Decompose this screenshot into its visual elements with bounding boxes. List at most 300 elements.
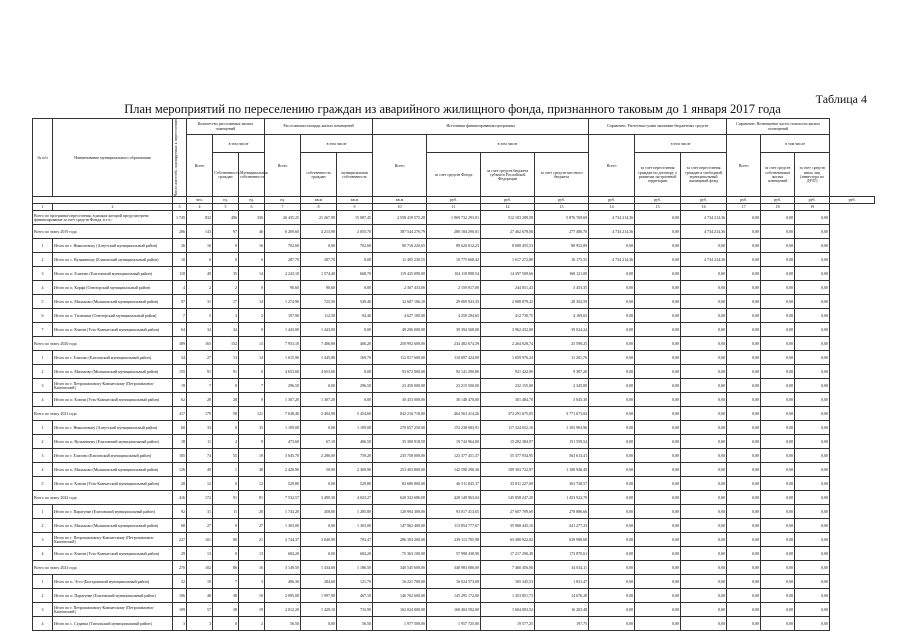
row-value: 49 <box>187 463 213 477</box>
row-value: 2 345,00 <box>535 379 589 393</box>
summary-row <box>33 491 875 505</box>
h-econ-incl: в том числе <box>635 135 727 153</box>
row-name: Итого по с. Вулканному (Елизовский муниципальный район) <box>53 253 173 267</box>
row-value: 725,50 <box>301 295 337 309</box>
row-value: 0,00 <box>589 589 635 603</box>
row-value: 280 184 290,01 <box>427 225 481 239</box>
units-cell: чел. <box>187 197 213 204</box>
row-value: 1 453 922,70 <box>535 491 589 505</box>
page-title: План мероприятий по переселению граждан из аварийного жилищного фонда, признанного таковым до 1 января 2017 года <box>124 102 781 116</box>
row-value: 3 040,90 <box>301 533 337 547</box>
row-value: 417 <box>173 407 187 421</box>
row-value: 197,90 <box>265 309 301 323</box>
row-value: 4 734 214,36 <box>589 211 635 225</box>
row-value: 549,40 <box>337 295 373 309</box>
row-value: 0,00 <box>795 435 830 449</box>
row-value: 0,00 <box>681 295 727 309</box>
h-rooms-total: Всего <box>187 135 213 197</box>
row-value: 20 <box>239 505 265 519</box>
row-value: 27 607 709,69 <box>481 505 535 519</box>
row-value: 387 544 270,79 <box>373 225 427 239</box>
row-value: 56,50 <box>265 617 301 631</box>
row-value: 278 886,66 <box>535 505 589 519</box>
row-value: 28 <box>187 393 213 407</box>
row-value: 412 730,75 <box>481 309 535 323</box>
table-row <box>33 449 875 463</box>
row-value: 0,00 <box>761 477 795 491</box>
row-value: 0,00 <box>681 421 727 435</box>
summary-row <box>33 337 875 351</box>
row-value: 0,00 <box>761 463 795 477</box>
row-number: 4 <box>33 617 53 631</box>
row-value: 9 <box>239 435 265 449</box>
row-value: 4 627 180,00 <box>373 309 427 323</box>
row-value: 0,00 <box>301 547 337 561</box>
row-value: 112,50 <box>301 309 337 323</box>
row-value: 0,00 <box>635 477 681 491</box>
row-value: 0,00 <box>727 393 761 407</box>
row-value: 0,00 <box>761 365 795 379</box>
row-value: 0,00 <box>681 603 727 617</box>
row-value: 0,00 <box>635 561 681 575</box>
row-value: 296,50 <box>337 379 373 393</box>
row-value: 32 607 106,10 <box>373 295 427 309</box>
row-name: Всего по этапу 2020 года <box>33 337 173 351</box>
row-value: 143 <box>187 225 213 239</box>
h-econ2: за счет переселения граждан в свободный муниципальный жилищный фонд <box>681 153 727 197</box>
row-value: 759,20 <box>337 449 373 463</box>
row-value: 4 734 214,36 <box>681 253 727 267</box>
column-number: 18 <box>761 204 795 211</box>
row-value: 0,00 <box>795 379 830 393</box>
row-value: 97 <box>213 225 239 239</box>
row-value: 38 <box>213 589 239 603</box>
row-value: 0,00 <box>761 267 795 281</box>
row-value: 0,00 <box>727 281 761 295</box>
row-value: 7 <box>213 575 239 589</box>
row-value: 0,00 <box>589 547 635 561</box>
row-value: 0,00 <box>681 533 727 547</box>
row-value: 160 404 592,00 <box>427 603 481 617</box>
row-value: 0,00 <box>795 561 830 575</box>
row-value: 0,00 <box>635 603 681 617</box>
row-value: 0,00 <box>635 351 681 365</box>
row-value: 0,00 <box>795 267 830 281</box>
row-value: 0,00 <box>337 253 373 267</box>
row-value: 0,00 <box>301 519 337 533</box>
row-value: 0,00 <box>681 365 727 379</box>
row-number: 7 <box>33 323 53 337</box>
row-value: 1 303,00 <box>265 519 301 533</box>
row-value: 10 175,55 <box>535 253 589 267</box>
row-value: 0,00 <box>761 603 795 617</box>
row-value: 0,00 <box>635 589 681 603</box>
row-number: 2 <box>33 253 53 267</box>
row-name: Итого по п. Елизово (Елизовский муниципальный район) <box>53 267 173 281</box>
row-value: 86 <box>213 561 239 575</box>
row-value: 35 <box>213 267 239 281</box>
column-number: 12 <box>481 204 535 211</box>
row-value: 416 <box>173 491 187 505</box>
row-value: 0,00 <box>635 239 681 253</box>
table-row <box>33 575 875 589</box>
row-value: 7 953,10 <box>265 337 301 351</box>
row-name: Итого по г. Петропавловску-Камчатскому (Петропавловск-Камчатский) <box>53 379 173 393</box>
row-value: 6 269,60 <box>265 225 301 239</box>
row-value: 88 952,89 <box>535 239 589 253</box>
row-value: 0,00 <box>589 491 635 505</box>
row-value: 1 574,40 <box>301 267 337 281</box>
row-value: 11 405 230,55 <box>373 253 427 267</box>
row-value: 55 377 934,95 <box>481 449 535 463</box>
row-value: 0,00 <box>681 519 727 533</box>
row-value: 3 045,30 <box>535 393 589 407</box>
row-number: 1 <box>33 505 53 519</box>
row-value: 0,00 <box>301 239 337 253</box>
row-value: 91 <box>213 365 239 379</box>
row-value: 0,00 <box>727 617 761 631</box>
row-number: 3 <box>33 533 53 547</box>
row-value: 11 201,76 <box>535 351 589 365</box>
row-value: 0,00 <box>761 449 795 463</box>
row-number: 1 <box>33 351 53 365</box>
row-value: 0,00 <box>727 421 761 435</box>
row-value: 34 <box>187 323 213 337</box>
row-value: 0,00 <box>681 309 727 323</box>
row-value: 0,00 <box>635 463 681 477</box>
row-value: 0,00 <box>727 505 761 519</box>
row-value: 57 998 438,90 <box>427 547 481 561</box>
row-value: 921 422,90 <box>481 365 535 379</box>
header-compensation: Справочно: Возмещение части стоимости жилых помещений <box>727 119 830 135</box>
header-rooms: Количество расселяемых жилых помещений <box>187 119 265 135</box>
row-value: 0,00 <box>761 617 795 631</box>
row-value: 153 238 683,91 <box>427 421 481 435</box>
row-value: 39 394 568,00 <box>427 323 481 337</box>
row-value: 93 017 413,65 <box>427 505 481 519</box>
row-name: Всего по этапу 2019 года <box>33 225 173 239</box>
h-comp-total: Всего <box>727 135 761 197</box>
row-value: 10 <box>187 575 213 589</box>
column-number: 10 <box>373 204 427 211</box>
row-value: 406,50 <box>337 435 373 449</box>
row-value: 529,80 <box>337 477 373 491</box>
row-value: 14 <box>239 351 265 365</box>
row-value: 0,00 <box>681 463 727 477</box>
row-value: 1 307,20 <box>301 393 337 407</box>
row-value: 4 734 214,36 <box>589 253 635 267</box>
row-name: Итого по с. Седанка (Тигильский муниципальный район) <box>53 617 173 631</box>
row-value: 0,00 <box>589 561 635 575</box>
row-value: 0,00 <box>635 407 681 421</box>
units-cell <box>173 197 187 204</box>
row-value: 0,00 <box>761 309 795 323</box>
row-value: 0,00 <box>795 365 830 379</box>
row-value: 1 307,20 <box>265 393 301 407</box>
table-row <box>33 309 875 323</box>
row-value: 0,00 <box>337 281 373 295</box>
row-value: 733,90 <box>337 603 373 617</box>
row-value: 30 148 470,00 <box>427 393 481 407</box>
row-value: 26 <box>173 239 187 253</box>
row-value: 1 434,00 <box>301 561 337 575</box>
row-value: 2 420,90 <box>265 463 301 477</box>
row-value: 67,10 <box>301 435 337 449</box>
row-value: 277 480,70 <box>535 225 589 239</box>
row-value: 0,00 <box>795 603 830 617</box>
column-number: 7 <box>265 204 301 211</box>
row-value: 92 141 290,80 <box>427 365 481 379</box>
row-value: 0,00 <box>681 267 727 281</box>
row-value: 0,00 <box>761 239 795 253</box>
row-value: 4 734 214,36 <box>681 211 727 225</box>
row-name: Всего по этапу 2021 года <box>33 407 173 421</box>
row-value: 6 <box>187 253 213 267</box>
row-value: 34 034,11 <box>535 561 589 575</box>
row-value: 62 <box>173 393 187 407</box>
row-value: 1 274,90 <box>265 295 301 309</box>
row-value: 0,00 <box>795 519 830 533</box>
row-name: Всего по этапу 2023 года <box>33 561 173 575</box>
column-number: 13 <box>535 204 589 211</box>
table-row <box>33 505 875 519</box>
row-name: Итого по п. Паратунке (Елизовский муниципальный район) <box>53 589 173 603</box>
column-number: 14 <box>589 204 635 211</box>
row-name: Итого по п. Мильково (Мильковский муниципальный район) <box>53 463 173 477</box>
row-value: 0,00 <box>727 365 761 379</box>
table-row <box>33 435 875 449</box>
row-value: 75 363 100,00 <box>373 547 427 561</box>
row-value: 529,80 <box>265 477 301 491</box>
row-value: 0,00 <box>681 393 727 407</box>
row-value: 168 121,00 <box>535 267 589 281</box>
row-value: 0,00 <box>795 533 830 547</box>
row-number: 1 <box>33 575 53 589</box>
header-name: Наименование муниципального образования <box>53 119 173 197</box>
row-value: 0,00 <box>681 239 727 253</box>
row-value: 0,00 <box>727 603 761 617</box>
row-value: 90 716 220,65 <box>373 239 427 253</box>
row-value: 0,00 <box>301 617 337 631</box>
row-value: 0,00 <box>761 491 795 505</box>
row-value: 56,50 <box>337 617 373 631</box>
row-value: 1 969 732 293,01 <box>427 211 481 225</box>
row-value: 3 <box>239 575 265 589</box>
row-value: 0,00 <box>727 435 761 449</box>
row-value: 0,00 <box>589 477 635 491</box>
row-value: 142 590 290,36 <box>427 463 481 477</box>
row-value: 16 024 573,00 <box>427 575 481 589</box>
row-value: 0,00 <box>727 547 761 561</box>
row-name: Итого по г. Паратунке (Елизовский муниципальный район) <box>53 505 173 519</box>
row-value: 27 462 678,08 <box>481 225 535 239</box>
row-value: 1 977 500,00 <box>373 617 427 631</box>
row-value: 7 <box>239 379 265 393</box>
row-value: 0,00 <box>681 323 727 337</box>
row-value: 287,70 <box>265 253 301 267</box>
row-value: 25 598,25 <box>535 337 589 351</box>
row-number: 1 <box>33 421 53 435</box>
row-value: 0,00 <box>681 491 727 505</box>
row-value: 17 <box>213 295 239 309</box>
row-value: 19 <box>239 449 265 463</box>
row-value: 63 380 922,02 <box>481 533 535 547</box>
row-name: Итого по п. Мильково (Мильковский муниципальный район) <box>53 365 173 379</box>
row-value: 10 775 668,42 <box>427 253 481 267</box>
row-value: 30 453 000,00 <box>373 393 427 407</box>
h-econ1: за счет переселения граждан по договору о развитии застроенной территории <box>635 153 681 197</box>
row-value: 0,00 <box>795 449 830 463</box>
summary-row <box>33 225 875 239</box>
row-value: 23 450 000,00 <box>373 379 427 393</box>
row-value: 34 <box>213 323 239 337</box>
row-name: Всего по программе переселения, в рамках которой предусмотрено финансирование за счет средств Фонда, в т.ч.: <box>33 211 173 225</box>
row-value: 162 024 000,00 <box>373 603 427 617</box>
row-value: 0,00 <box>727 267 761 281</box>
row-value: 0,00 <box>727 239 761 253</box>
row-value: 0,00 <box>727 491 761 505</box>
row-value: 0,00 <box>681 281 727 295</box>
row-value: 0,00 <box>681 351 727 365</box>
row-value: 0,00 <box>301 421 337 435</box>
row-value: 0,00 <box>727 323 761 337</box>
row-value: 2 908 878,42 <box>481 295 535 309</box>
row-name: Итого по г. Елизово (Елизовский муниципальный район) <box>53 449 173 463</box>
h-own-area: собственность граждан <box>301 153 337 197</box>
table-row <box>33 281 875 295</box>
row-value: 16 <box>187 239 213 253</box>
row-value: 0,00 <box>635 323 681 337</box>
row-value: 0 <box>213 239 239 253</box>
row-value: 16 221 700,00 <box>373 575 427 589</box>
row-value: 2 <box>213 281 239 295</box>
row-value: 0,00 <box>761 295 795 309</box>
row-value: 1 743,20 <box>265 505 301 519</box>
h-fin-incl: в том числе <box>427 135 589 153</box>
row-value: 35 811 227,00 <box>481 477 535 491</box>
row-value: 250 992 600,00 <box>373 337 427 351</box>
row-value: 104 118 898,54 <box>427 267 481 281</box>
row-value: 2 <box>213 435 239 449</box>
row-value: 1 285,80 <box>337 505 373 519</box>
row-value: 2 286,00 <box>301 449 337 463</box>
row-value: 49 <box>187 267 213 281</box>
row-name: Итого по г. Николаевску (Алеутский муниципальный район) <box>53 421 173 435</box>
row-name: Итого по г. Николаевску (Алеутский муниципальный район) <box>53 239 173 253</box>
row-value: 11 <box>213 505 239 519</box>
row-value: 5 876 769,69 <box>535 211 589 225</box>
table-row <box>33 421 875 435</box>
row-value: 60 <box>173 421 187 435</box>
table-row <box>33 393 875 407</box>
row-value: 0,00 <box>795 211 830 225</box>
summary-row <box>33 561 875 575</box>
row-value: 206 <box>173 225 187 239</box>
row-value: 0,00 <box>795 309 830 323</box>
row-value: 48 <box>239 463 265 477</box>
row-value: 58 <box>213 407 239 421</box>
row-value: 0,00 <box>727 477 761 491</box>
row-value: 0,00 <box>589 323 635 337</box>
row-value: 19 <box>173 379 187 393</box>
row-value: 0,00 <box>795 281 830 295</box>
row-value: 33 <box>187 421 213 435</box>
row-value: 32 <box>173 575 187 589</box>
row-value: 0,00 <box>761 505 795 519</box>
row-value: 684,20 <box>337 547 373 561</box>
row-value: 0,00 <box>589 309 635 323</box>
units-cell: кв.м <box>337 197 373 204</box>
table-row <box>33 603 875 617</box>
row-value: 0,00 <box>589 533 635 547</box>
row-number: 4 <box>33 281 53 295</box>
row-value: 0,00 <box>761 351 795 365</box>
row-value: 16 <box>239 561 265 575</box>
row-value: 0,00 <box>635 421 681 435</box>
row-value: 0,00 <box>761 407 795 421</box>
row-value: 234 482 674,39 <box>427 337 481 351</box>
row-value: 27 <box>187 351 213 365</box>
row-value: 14 676,28 <box>535 589 589 603</box>
row-value: 0,00 <box>589 267 635 281</box>
row-value: 92 <box>173 505 187 519</box>
row-value: 13 <box>213 351 239 365</box>
row-value: 26 435,25 <box>265 211 301 225</box>
h-region: за счет средств бюджета субъекта Российской Федерации <box>481 153 535 197</box>
row-value: 91 <box>187 365 213 379</box>
row-number: 2 <box>33 519 53 533</box>
row-value: 467,10 <box>337 589 373 603</box>
row-value: 48 <box>187 589 213 603</box>
row-value: 33 <box>239 421 265 435</box>
row-number: 6 <box>33 309 53 323</box>
row-value: 1 615,90 <box>265 351 301 365</box>
row-value: 0,00 <box>589 281 635 295</box>
row-value: 0,00 <box>589 421 635 435</box>
h-area-incl: в том числе <box>301 135 373 153</box>
row-value: 0,00 <box>681 379 727 393</box>
row-value: 0,00 <box>727 589 761 603</box>
row-value: 2 307 433,00 <box>373 281 427 295</box>
row-value: 0,00 <box>761 253 795 267</box>
row-value: 197,75 <box>535 617 589 631</box>
row-value: 10 <box>239 589 265 603</box>
column-number: 3 <box>173 204 187 211</box>
row-value: 0,00 <box>589 435 635 449</box>
row-value: 7 <box>187 379 213 393</box>
row-value: 4 734 214,36 <box>681 225 727 239</box>
row-value: 97 <box>173 295 187 309</box>
row-value: 0,00 <box>589 365 635 379</box>
row-value: 0,00 <box>727 519 761 533</box>
row-value: 50,90 <box>301 463 337 477</box>
row-value: 0 <box>213 253 239 267</box>
row-value: 0,00 <box>795 239 830 253</box>
row-value: 28 <box>213 393 239 407</box>
row-value: 16 <box>239 239 265 253</box>
table-row <box>33 463 875 477</box>
row-value: 0,00 <box>761 281 795 295</box>
row-value: 0,00 <box>727 449 761 463</box>
column-numbers-row <box>33 204 875 211</box>
row-value: 0,00 <box>635 505 681 519</box>
row-value: 336 <box>239 211 265 225</box>
row-number: 2 <box>33 435 53 449</box>
header-financing: Источники финансирования программы <box>373 119 589 135</box>
row-value: 0,00 <box>761 435 795 449</box>
row-value: 1 103 963,96 <box>535 421 589 435</box>
header-no: № п/п <box>33 119 53 197</box>
